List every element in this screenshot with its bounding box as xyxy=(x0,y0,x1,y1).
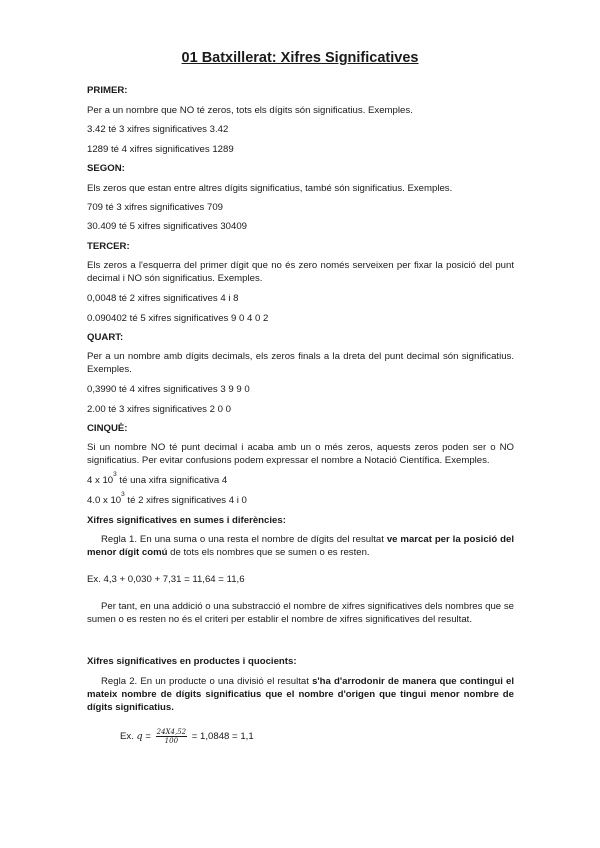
example-segon-2: 30.409 té 5 xifres significatives 30409 xyxy=(87,221,247,232)
example-tercer-1: 0,0048 té 2 xifres significatives 4 i 8 xyxy=(87,293,239,304)
paragraph-cinque: Si un nombre NO té punt decimal i acaba amb un o més zeros, aquests zeros poden ser o NO significatius. Per evitar confusions podem expressar el nombre a Notació Científica. Exemples. xyxy=(87,442,514,466)
heading-productes: Xifres significatives en productes i quocients: xyxy=(87,656,297,667)
example-cinque-2: 4.0 x $10^3$ té 2 xifres significatives 4 i 0 xyxy=(87,491,247,506)
paragraph-segon: Els zeros que estan entre altres dígits significatius, també són significatius. Exemples. xyxy=(87,183,453,194)
example-cinque-1: 4 x $10^3$ té una xifra significativa 4 xyxy=(87,471,228,486)
example-quart-2: 2.00 té 3 xifres significatives 2 0 0 xyxy=(87,404,231,415)
rule-1-paragraph: Regla 1. En una suma o una resta el nombre de dígits del resultat ve marcat per la posició del menor dígit comú de tots els nombres que se sumen o es resten. xyxy=(87,534,514,558)
paragraph-quart: Per a un nombre amb dígits decimals, els zeros finals a la dreta del punt decimal són significatius. Exemples. xyxy=(87,351,514,375)
exponent: 3 xyxy=(113,471,117,478)
paragraph-conclusion: Per tant, en una addició o una substracció el nombre de xifres significatives dels nombres que se sumen o es resten no és el criteri per establir el nombre de xifres significatives del resultat. xyxy=(87,601,514,625)
example-quart-1: 0,3990 té 4 xifres significatives 3 9 9 0 xyxy=(87,384,250,395)
page-title: 01 Batxillerat: Xifres Significatives xyxy=(181,50,419,66)
example-primer-1: 3.42 té 3 xifres significatives 3.42 xyxy=(87,124,229,135)
paragraph-primer: Per a un nombre que NO té zeros, tots els dígits són significatius. Exemples. xyxy=(87,105,413,116)
exponent: 3 xyxy=(121,491,125,498)
example-sum: Ex. 4,3 + 0,030 + 7,31 = 11,64 = 11,6 xyxy=(87,574,245,585)
rule-2-paragraph: Regla 2. En un producte o una divisió el resultat s'ha d'arrodonir de manera que contingui el mateix nombre de dígits significatius que el nombre d'origen que tingui menor nombre de dígits significatius. xyxy=(87,676,514,713)
fraction: $\frac{24X4,52}{100}$ xyxy=(156,727,187,745)
heading-primer: PRIMER: xyxy=(87,85,128,96)
example-primer-2: 1289 té 4 xifres significatives 1289 xyxy=(87,144,234,155)
example-tercer-2: 0.090402 té 5 xifres significatives 9 0 4 0 2 xyxy=(87,313,269,324)
example-segon-1: 709 té 3 xifres significatives 709 xyxy=(87,202,223,213)
heading-segon: SEGON: xyxy=(87,163,125,174)
heading-tercer: TERCER: xyxy=(87,241,130,252)
example-product: Ex. q = $\frac{24X4,52}{100}$ = 1,0848 = 1,1 xyxy=(120,727,254,745)
heading-cinque: CINQUÈ: xyxy=(87,423,128,434)
paragraph-tercer: Els zeros a l'esquerra del primer dígit que no és zero només serveixen per fixar la posició del punt decimal i NO són significatius. Exemples. xyxy=(87,260,514,284)
heading-quart: QUART: xyxy=(87,332,124,343)
heading-sumes: Xifres significatives en sumes i diferències: xyxy=(87,515,286,526)
